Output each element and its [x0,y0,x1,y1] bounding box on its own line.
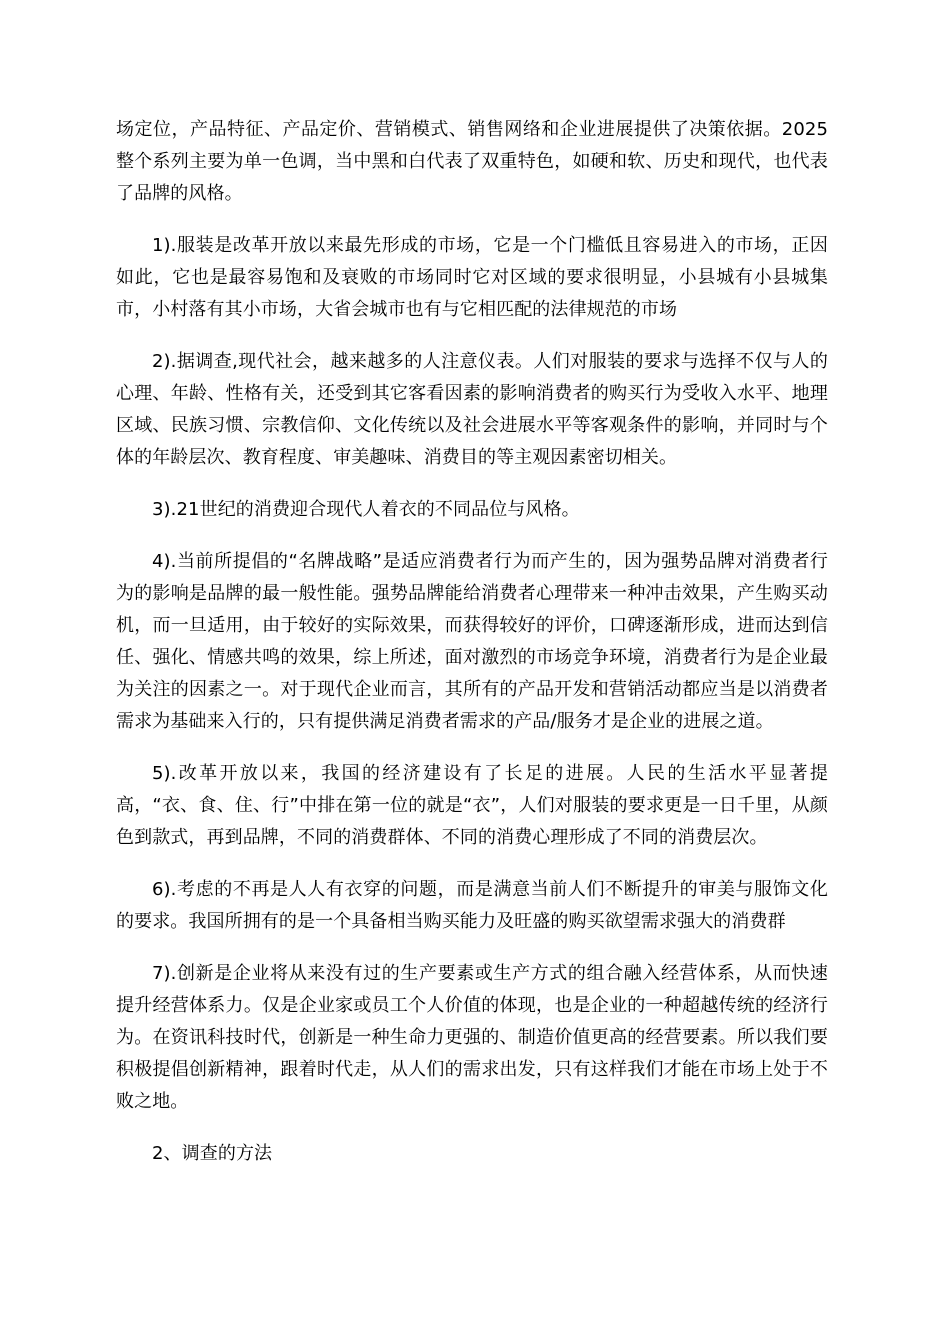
paragraph-gap [116,854,828,874]
paragraph-gap [116,474,828,494]
paragraph-point-1: 1).服装是改革开放以来最先形成的市场，它是一个门槛低且容易进入的市场，正因如此，它也是最容易饱和及衰败的市场同时它对区域的要求很明显，小县城有小县城集市，小村落有其小市场，大省会城市也有与它相匹配的法律规范的市场 [116,235,828,320]
paragraph-gap [116,738,828,758]
paragraph-gap [116,1118,828,1138]
document-body [116,114,828,1170]
section-heading-survey-method: 2、调查的方法 [152,1143,273,1164]
paragraph-gap [116,210,828,230]
paragraph-point-5: 5).改革开放以来，我国的经济建设有了长足的进展。人民的生活水平显著提高，“衣、食、住、行”中排在第一位的就是“衣”，人们对服装的要求更是一日千里，从颜色到款式，再到品牌，不同的消费群体、不同的消费心理形成了不同的消费层次。 [116,763,828,848]
paragraph-point-7: 7).创新是企业将从来没有过的生产要素或生产方式的组合融入经营体系，从而快速提升经营体系力。仅是企业家或员工个人价值的体现，也是企业的一种超越传统的经济行为。在资讯科技时代，创新是一种生命力更强的、制造价值更高的经营要素。所以我们要积极提倡创新精神，跟着时代走，从人们的需求出发，只有这样我们才能在市场上处于不败之地。 [116,963,828,1112]
paragraph-intro: 场定位，产品特征、产品定价、营销模式、销售网络和企业进展提供了决策依据。2025整个系列主要为单一色调，当中黑和白代表了双重特色，如硬和软、历史和现代，也代表了品牌的风格。 [116,119,828,204]
paragraph-gap [116,326,828,346]
paragraph-point-3: 3).21世纪的消费迎合现代人着衣的不同品位与风格。 [152,499,580,520]
paragraph-gap [116,938,828,958]
paragraph-gap [116,526,828,546]
paragraph-point-2: 2).据调查,现代社会，越来越多的人注意仪表。人们对服装的要求与选择不仅与人的心理、年龄、性格有关，还受到其它客看因素的影响消费者的购买行为受收入水平、地理区域、民族习惯、宗教信仰、文化传统以及社会进展水平等客观条件的影响，并同时与个体的年龄层次、教育程度、审美趣味、消费目的等主观因素密切相关。 [116,351,828,468]
paragraph-point-6: 6).考虑的不再是人人有衣穿的问题，而是满意当前人们不断提升的审美与服饰文化的要求。我国所拥有的是一个具备相当购买能力及旺盛的购买欲望需求强大的消费群 [116,879,828,932]
paragraph-point-4: 4).当前所提倡的“名牌战略”是适应消费者行为而产生的，因为强势品牌对消费者行为的影响是品牌的最一般性能。强势品牌能给消费者心理带来一种冲击效果，产生购买动机，而一旦适用，由于较好的实际效果，而获得较好的评价，口碑逐渐形成，进而达到信任、强化、情感共鸣的效果，综上所述，面对激烈的市场竞争环境，消费者行为是企业最为关注的因素之一。对于现代企业而言，其所有的产品开发和营销活动都应当是以消费者需求为基础来入行的，只有提供满足消费者需求的产品/服务才是企业的进展之道。 [116,551,828,732]
